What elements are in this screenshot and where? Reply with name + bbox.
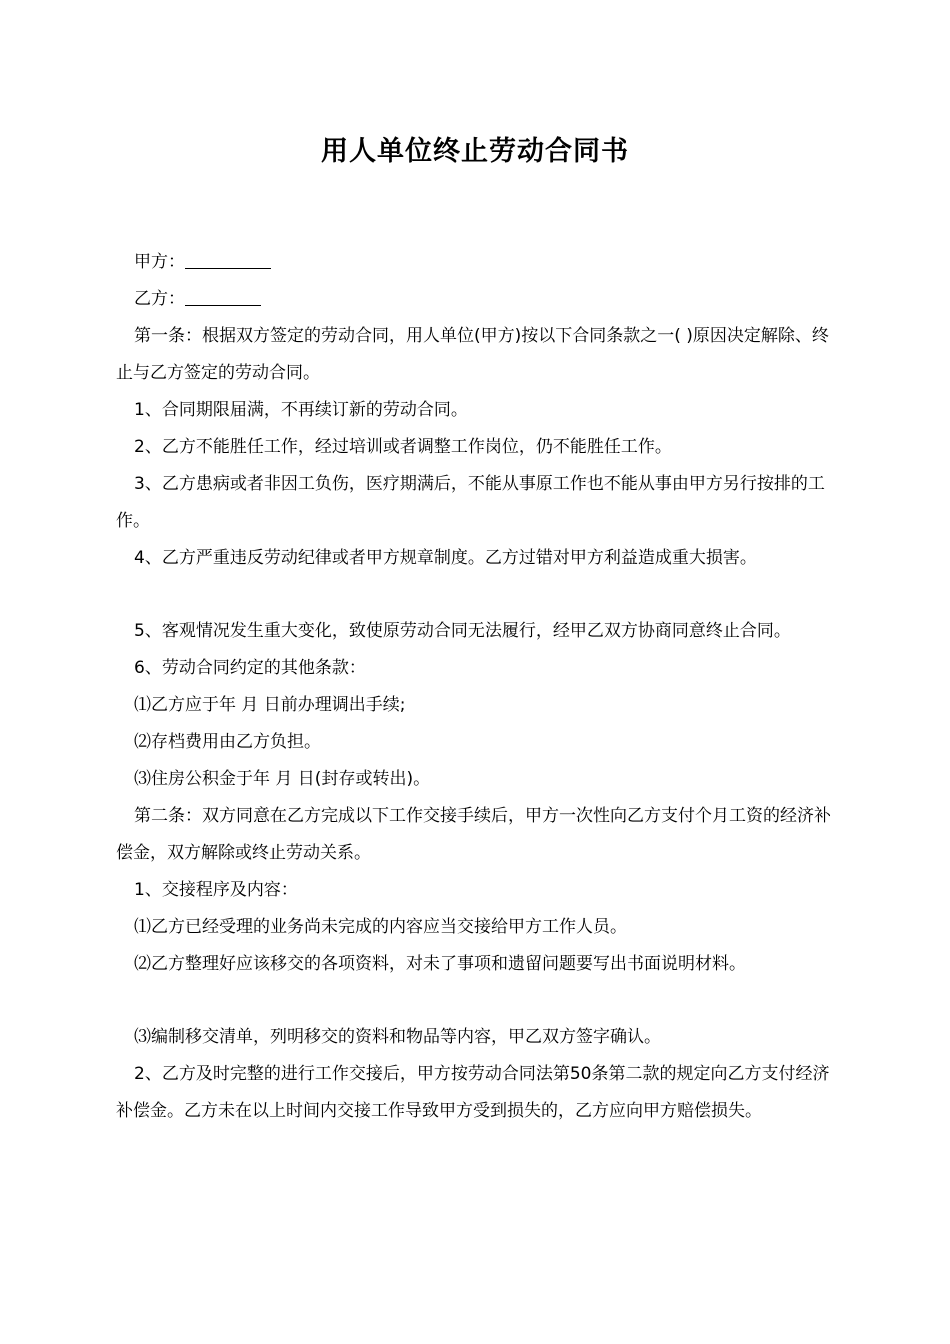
party-a-label: 甲方：: [134, 252, 185, 272]
clause-3: 3、乙方患病或者非因工负伤，医疗期满后，不能从事原工作也不能从事由甲方另行按排的工作。: [116, 474, 825, 531]
handover-item-3: ⑶编制移交清单，列明移交的资料和物品等内容，甲乙双方签字确认。: [134, 1027, 661, 1047]
compensation-clause: 2、乙方及时完整的进行工作交接后，甲方按劳动合同法第50条第二款的规定向乙方支付经济补偿金。乙方未在以上时间内交接工作导致甲方受到损失的，乙方应向甲方赔偿损失。: [116, 1064, 830, 1121]
clause-5: 5、客观情况发生重大变化，致使原劳动合同无法履行，经甲乙双方协商同意终止合同。: [134, 621, 791, 641]
clause-1: 1、合同期限届满，不再续订新的劳动合同。: [134, 400, 468, 420]
clause-6: 6、劳动合同约定的其他条款：: [134, 658, 366, 678]
party-a-line: [116, 244, 840, 281]
handover-item-2: ⑵乙方整理好应该移交的各项资料，对未了事项和遗留问题要写出书面说明材料。: [134, 954, 746, 974]
handover-item-1: ⑴乙方已经受理的业务尚未完成的内容应当交接给甲方工作人员。: [134, 917, 627, 937]
clause-2: 2、乙方不能胜任工作，经过培训或者调整工作岗位，仍不能胜任工作。: [134, 437, 672, 457]
spacer: [116, 983, 840, 1019]
party-b-blank: [185, 287, 261, 306]
party-a-blank: [185, 250, 271, 269]
document-body: [116, 244, 840, 1130]
clause-4: 4、乙方严重违反劳动纪律或者甲方规章制度。乙方过错对甲方利益造成重大损害。: [134, 548, 757, 568]
sub-clause-2: ⑵存档费用由乙方负担。: [134, 732, 321, 752]
party-b-label: 乙方：: [134, 289, 185, 309]
sub-clause-3: ⑶住房公积金于年 月 日(封存或转出)。: [134, 769, 431, 789]
document-title: 用人单位终止劳动合同书: [321, 136, 629, 167]
party-b-line: [116, 281, 840, 318]
article-2: 第二条：双方同意在乙方完成以下工作交接手续后，甲方一次性向乙方支付个月工资的经济补偿金，双方解除或终止劳动关系。: [116, 806, 831, 863]
sub-clause-1: ⑴乙方应于年 月 日前办理调出手续;: [134, 695, 406, 715]
handover-heading: 1、交接程序及内容：: [134, 880, 298, 900]
article-1: 第一条：根据双方签定的劳动合同，用人单位(甲方)按以下合同条款之一( )原因决定解除、终止与乙方签定的劳动合同。: [116, 326, 829, 383]
spacer: [116, 577, 840, 613]
